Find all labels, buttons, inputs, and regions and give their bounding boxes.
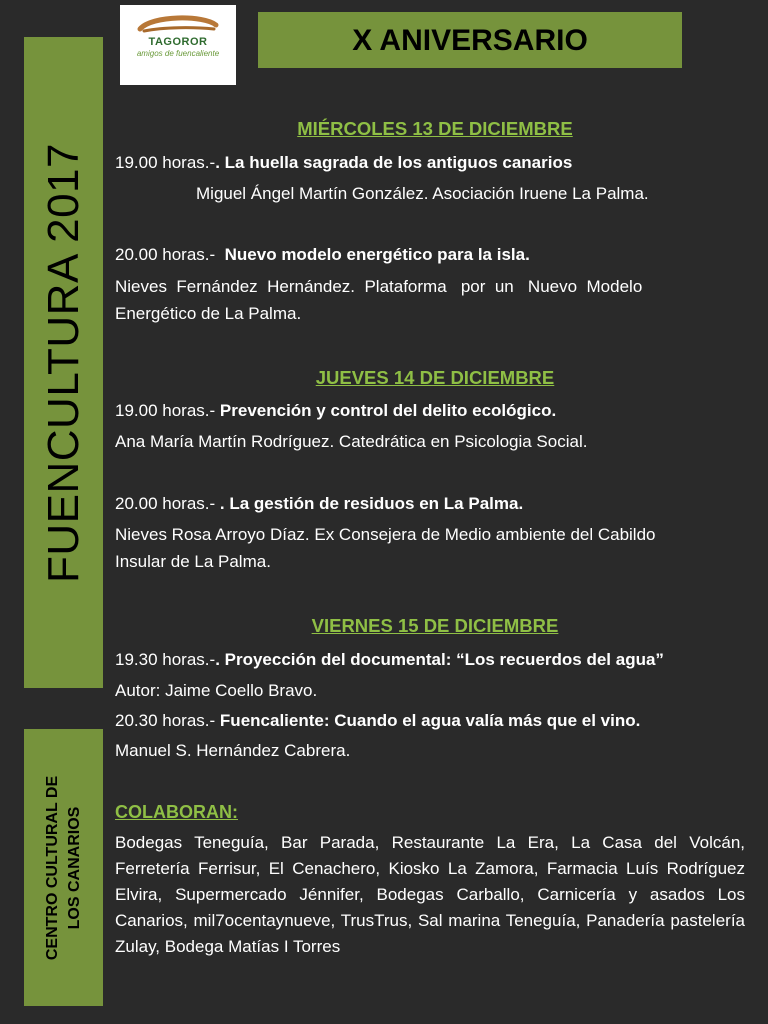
- event-time: 19.30 horas.-: [115, 650, 216, 669]
- tagoror-logo: [120, 5, 236, 85]
- logo-name: TAGOROR: [148, 36, 208, 48]
- day-heading-1: MIÉRCOLES 13 DE DICIEMBRE: [297, 118, 573, 139]
- event-2-1: [115, 401, 556, 421]
- event-2-2: [115, 494, 523, 514]
- event-speaker-1-2-line-1: Nieves Fernández Hernández. Plataforma por un Nuevo Modelo: [115, 277, 643, 296]
- event-speaker-1-2-line-2: Energético de La Palma.: [115, 304, 302, 323]
- side-title: FUENCULTURA 2017: [38, 142, 88, 583]
- event-sep: [215, 245, 224, 264]
- event-1-2: [115, 245, 530, 265]
- side-venue-line-2: LOS CANARIOS: [65, 806, 83, 929]
- event-time: 20.00 horas.-: [115, 245, 216, 264]
- side-venue: [42, 775, 86, 959]
- side-banner-fuencultura: [24, 37, 103, 688]
- logo-arc-icon: [134, 13, 222, 35]
- event-title: Nuevo modelo energético para la isla.: [224, 245, 530, 264]
- event-sep: .: [215, 650, 225, 669]
- event-title: Prevención y control del delito ecológico.: [219, 401, 557, 420]
- side-venue-line-1: CENTRO CULTURAL DE: [43, 775, 61, 960]
- colaboran-heading: COLABORAN:: [115, 802, 238, 822]
- event-title: La huella sagrada de los antiguos canarios: [224, 153, 573, 172]
- event-sep: .: [215, 494, 230, 513]
- event-time: 19.00 horas.-: [115, 401, 216, 420]
- event-speaker-2-2-line-1: Nieves Rosa Arroyo Díaz. Ex Consejera de Medio ambiente del Cabildo: [115, 525, 656, 544]
- event-3-2: [115, 711, 640, 731]
- day-heading-2: JUEVES 14 DE DICIEMBRE: [315, 367, 555, 388]
- event-speaker-3-2: Manuel S. Hernández Cabrera.: [115, 741, 351, 760]
- event-sep: .: [215, 153, 225, 172]
- day-heading-3: VIERNES 15 DE DICIEMBRE: [311, 615, 559, 636]
- event-speaker-2-2-line-2: Insular de La Palma.: [115, 552, 271, 571]
- event-speaker-3-1: Autor: Jaime Coello Bravo.: [115, 681, 318, 700]
- event-title: Fuencaliente: Cuando el agua valía más que el vino.: [219, 711, 641, 730]
- event-1-1: [115, 153, 572, 173]
- colaboran-list: Bodegas Teneguía, Bar Parada, Restaurante La Era, La Casa del Volcán, Ferretería Ferrisur, El Cenachero, Kiosko La Zamora, Farmacia Luís Rodríguez Elvira, Supermercado Jénnifer, Bodegas Carballo, Carnicería y asados Los Canarios, mil7ocentaynueve, TrusTrus, Sal marina Teneguía, Panadería pastelería Zulay, Bodega Matías I Torres: [115, 833, 745, 956]
- event-time: 19.00 horas.-: [115, 153, 216, 172]
- event-speaker-2-1: Ana María Martín Rodríguez. Catedrática en Psicologia Social.: [115, 432, 588, 451]
- event-3-1: [115, 650, 664, 670]
- logo-tagline: amigos de fuencaliente: [136, 49, 220, 58]
- event-speaker-1-1: Miguel Ángel Martín González. Asociación Iruene La Palma.: [196, 184, 649, 203]
- event-time: 20.30 horas.-: [115, 711, 216, 730]
- title-banner: X ANIVERSARIO: [258, 12, 682, 68]
- side-banner-venue: [24, 729, 103, 1006]
- event-time: 20.00 horas.-: [115, 494, 216, 513]
- event-title: Proyección del documental: “Los recuerdos del agua”: [224, 650, 664, 669]
- event-title: La gestión de residuos en La Palma.: [229, 494, 524, 513]
